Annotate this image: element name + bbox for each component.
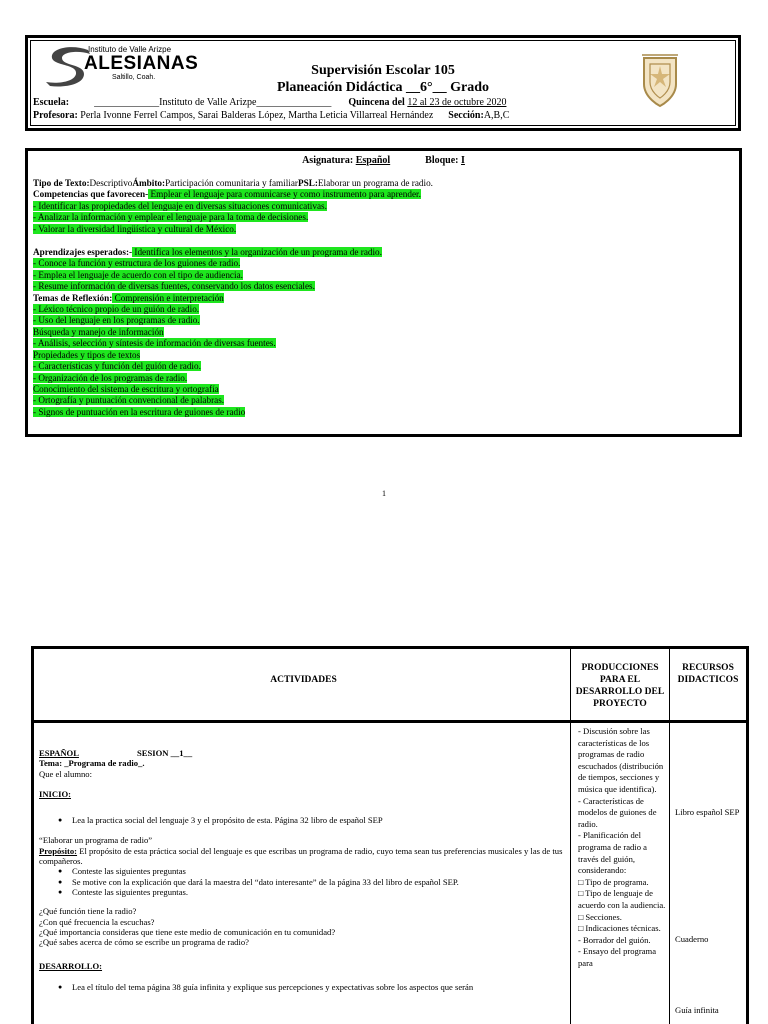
logo-city-text: Saltillo, Coah. [112, 74, 156, 81]
aprendizajes-label: Aprendizajes esperados:- [33, 247, 133, 258]
column-header-producciones: PRODUCCIONES PARA EL DESARROLLO DEL PROYECTO [575, 663, 665, 709]
school-line [33, 97, 506, 109]
produccion-item: □ Indicaciones técnicas. [578, 923, 661, 934]
proposito-label: Propósito: [39, 845, 78, 856]
page-subtitle: Planeación Didáctica __6°__ Grado [276, 80, 490, 95]
produccion-item: - Discusión sobre las características de los programas de radio escuchados (distribución de tiempos, secciones y música que identifica). [578, 726, 664, 794]
list-item: ● Se motive con la explicación que dará la maestra del “dato interesante” de la página 33 del libro de español SEP. [39, 877, 569, 887]
psl-value: Elaborar un programa de radio. [317, 178, 433, 188]
asignatura-box [25, 148, 742, 437]
tema-item: - Léxico técnico propio de un guión de radio. [33, 304, 200, 315]
aprendizaje-item: - Emplea el lenguaje de acuerdo con el tipo de audiencia. [33, 269, 243, 280]
proposito-text: El propósito de esta práctica social del lenguaje es que escribas un programa de radio, cuyo tema sean tus preferencias musicales y las de tus compañeros. [39, 845, 563, 867]
quincena-value: 12 al 23 de octubre 2020 [407, 97, 507, 108]
busqueda-item: - Análisis, selección y síntesis de información de diversas fuentes. [33, 338, 276, 349]
seccion-value: A,B,C [483, 110, 510, 121]
que-alumno-text: Que el alumno: [39, 768, 92, 779]
competencias-line [33, 189, 731, 200]
produccion-item: - Ensayo del programa para [578, 946, 657, 968]
aprendizajes-line [33, 247, 731, 258]
aprendizaje-item: - Conoce la función y estructura de los guiones de radio. [33, 258, 241, 269]
competencias-first: Emplear el lenguaje para comunicarse y como instrumento para aprender. [148, 189, 421, 200]
propiedad-item: - Características y función del guión de radio. [33, 361, 201, 372]
propiedades-heading: Propiedades y tipos de textos [33, 349, 141, 360]
tema-value: _Programa de radio_. [62, 758, 145, 769]
page-title: Supervisión Escolar 105 [311, 63, 455, 78]
header-divider [34, 720, 746, 723]
psl-label: PSL: [297, 178, 318, 188]
list-item: ● Lea el título del tema página 38 guía infinita y explique sus percepciones y expectativas sobre los aspectos que serán [39, 982, 569, 992]
list-item: ● Lea la practica social del lenguaje 3 y el propósito de esta. Página 32 libro de español SEP [39, 815, 569, 825]
produccion-item: - Planificación del programa de radio a través del guión, considerando: [578, 830, 647, 876]
produccion-item: □ Secciones. [578, 911, 622, 922]
subject-label: ESPAÑOL [39, 748, 79, 758]
asignatura-heading [28, 155, 739, 167]
aprendizajes-first: Identifica los elementos y la organización de un programa de radio. [132, 247, 382, 258]
question-item: ¿Qué función tiene la radio? [39, 906, 137, 917]
escuela-label: Escuela: [33, 97, 70, 108]
ambito-value: Participación comunitaria y familiar [165, 178, 298, 188]
quincena-label: Quincena del [348, 97, 405, 108]
conocimiento-item: - Ortografía y puntuación convencional de palabras. [33, 395, 225, 406]
producciones-cell [578, 726, 666, 969]
list-item: ● Conteste las siguientes preguntas. [39, 887, 569, 897]
recurso-item: Libro español SEP [675, 807, 740, 817]
temas-first: Comprensión e interpretación [112, 292, 224, 303]
busqueda-list [33, 338, 731, 349]
header-box [25, 35, 741, 131]
column-divider [669, 649, 670, 1024]
inicio-heading: INICIO: [39, 788, 71, 799]
temas-list [33, 304, 731, 327]
question-item: ¿Con qué frecuencia la escuchas? [39, 916, 155, 927]
teacher-line [33, 110, 509, 122]
competencia-item: - Analizar la información y emplear el lenguaje para la toma de decisiones. [33, 212, 309, 223]
page-number: 1 [382, 489, 386, 498]
questions-list [39, 906, 569, 947]
proposito-paragraph [39, 846, 569, 867]
tema-item: - Uso del lenguaje en los programas de radio. [33, 315, 200, 326]
activities-table [31, 646, 749, 1024]
aprendizajes-list [33, 258, 731, 292]
conocimiento-list [33, 395, 731, 418]
bloque-value: I [461, 155, 465, 166]
competencias-list [33, 201, 731, 235]
competencias-label: Competencias que favorecen- [33, 189, 149, 200]
bullet-list [39, 866, 569, 897]
aprendizaje-item: - Resume información de diversas fuentes, conservando los datos esenciales. [33, 281, 315, 292]
question-item: ¿Qué importancia consideras que tiene este medio de comunicación en tu comunidad? [39, 926, 336, 937]
tipo-texto-label: Tipo de Texto: [33, 178, 90, 188]
activities-cell [39, 748, 569, 992]
question-item: ¿Qué sabes acerca de cómo se escribe un programa de radio? [39, 937, 249, 948]
asignatura-value: Español [355, 155, 391, 166]
tema-label: Tema: [39, 758, 63, 769]
tipo-texto-line [33, 178, 731, 189]
competencia-item: - Valorar la diversidad lingüística y cultural de México. [33, 223, 237, 234]
escuela-value: _____________Instituto de Valle Arizpe_______________ [94, 97, 332, 108]
logo-brand-text: ALESIANAS [84, 53, 199, 74]
session-label: SESION __1__ [136, 748, 193, 758]
school-shield-icon [640, 52, 680, 110]
profesora-label: Profesora: [33, 110, 78, 121]
list-item: ● Conteste las siguientes preguntas [39, 866, 569, 876]
asignatura-label: Asignatura: [302, 155, 354, 166]
produccion-item: □ Tipo de programa. [578, 876, 649, 887]
tipo-texto-value: Descriptivo [89, 178, 133, 188]
bloque-label: Bloque: [425, 155, 459, 166]
ambito-label: Ámbito: [132, 178, 166, 188]
column-header-recursos: RECURSOS DIDACTICOS [677, 663, 739, 685]
desarrollo-heading: DESARROLLO: [39, 961, 103, 972]
recurso-item: Cuaderno [675, 934, 709, 944]
profesora-value: Perla Ivonne Ferrel Campos, Sarai Balderas López, Martha Leticia Villarreal Hernández [80, 110, 434, 121]
produccion-item: - Borrador del guión. [578, 934, 651, 945]
logo-institute-text: Instituto de Valle Arizpe [88, 45, 172, 54]
seccion-label: Sección: [448, 110, 484, 121]
column-header-actividades: ACTIVIDADES [270, 675, 337, 685]
conocimiento-heading: Conocimiento del sistema de escritura y ortografía [33, 383, 219, 394]
temas-label: Temas de Reflexión: [33, 292, 113, 303]
competencia-item: - Identificar las propiedades del lenguaje en diversas situaciones comunicativas. [33, 200, 327, 211]
temas-line [33, 293, 731, 304]
asignatura-body [33, 178, 731, 418]
conocimiento-item: - Signos de puntuación en la escritura de guiones de radio [33, 406, 246, 417]
elaborar-quote: “Elaborar un programa de radio” [39, 835, 153, 846]
busqueda-heading: Búsqueda y manejo de información [33, 326, 164, 337]
propiedades-list [33, 361, 731, 384]
recurso-item: Guía infinita [675, 1005, 719, 1015]
produccion-item: □ Tipo de lenguaje de acuerdo con la audiencia. [578, 888, 666, 910]
column-divider [570, 649, 571, 1024]
produccion-item: - Características de modelos de guiones de radio. [578, 795, 657, 829]
propiedad-item: - Organización de los programas de radio. [33, 372, 188, 383]
